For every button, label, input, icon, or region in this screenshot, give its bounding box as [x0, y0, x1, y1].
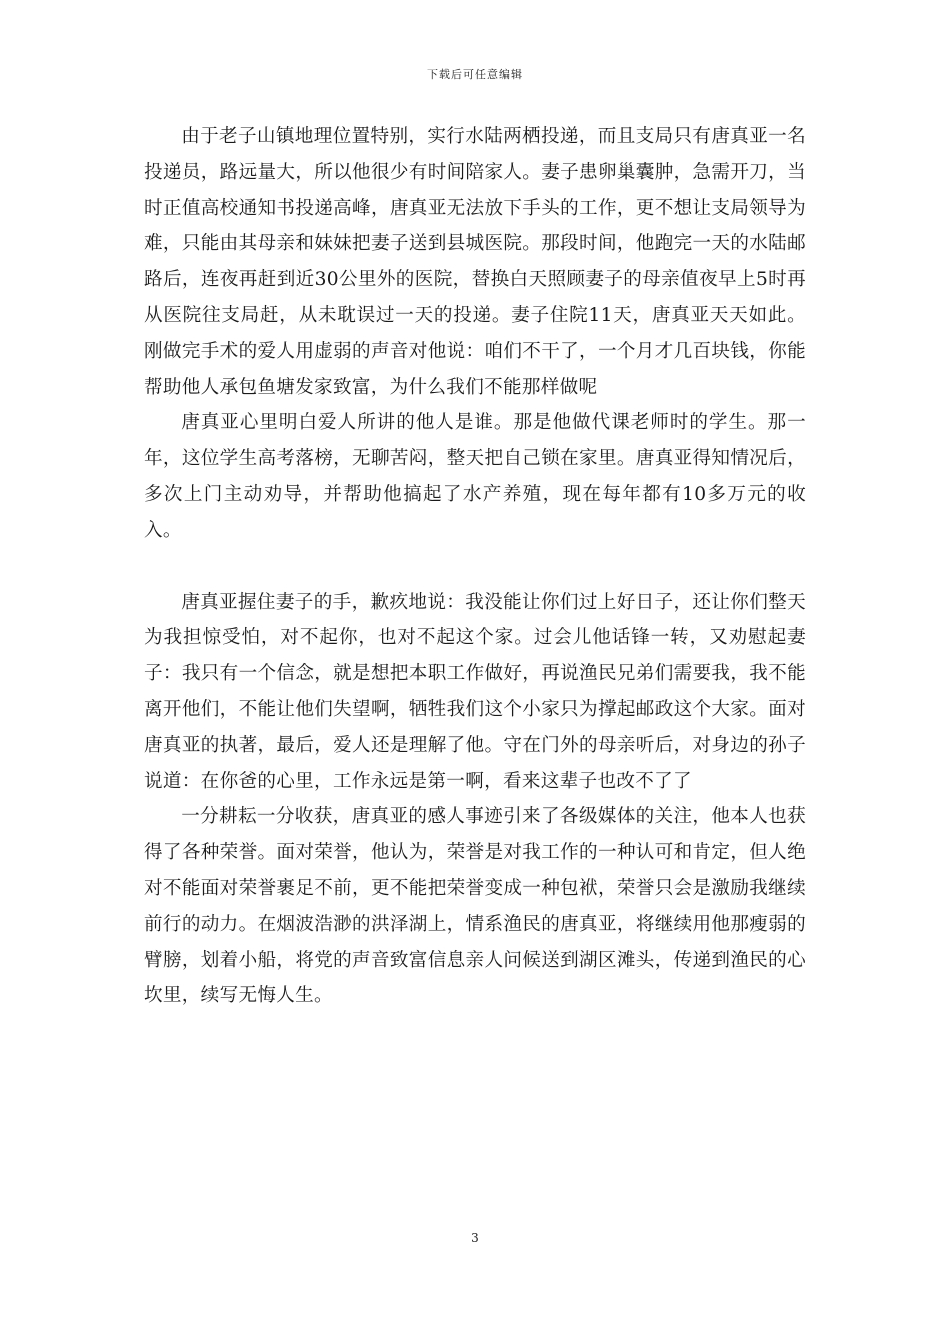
paragraph-1: 由于老子山镇地理位置特别，实行水陆两栖投递，而且支局只有唐真亚一名投递员，路远量大，所以他很少有时间陪家人。妻子患卵巢囊肿，急需开刀，当时正值高校通知书投递高峰，唐真亚无法放下手头的工作，更不想让支局领导为难，只能由其母亲和妹妹把妻子送到县城医院。那段时间，他跑完一天的水陆邮路后，连夜再赶到近30公里外的医院，替换白天照顾妻子的母亲值夜早上5时再从医院往支局赶，从未耽误过一天的投递。妻子住院11天，唐真亚天天如此。刚做完手术的爱人用虚弱的声音对他说：咱们不干了，一个月才几百块钱，你能帮助他人承包鱼塘发家致富，为什么我们不能那样做呢: [144, 126, 806, 398]
paragraph-4: 一分耕耘一分收获，唐真亚的感人事迹引来了各级媒体的关注，他本人也获得了各种荣誉。面对荣誉，他认为，荣誉是对我工作的一种认可和肯定，但人绝对不能面对荣誉裹足不前，更不能把荣誉变成一种包袱，荣誉只会是激励我继续前行的动力。在烟波浩渺的洪泽湖上，情系渔民的唐真亚，将继续用他那瘦弱的臂膀，划着小船，将党的声音致富信息亲人问候送到湖区滩头，传递到渔民的心坎里，续写无悔人生。: [144, 806, 806, 1007]
page-header: 下载后可任意编辑: [427, 68, 523, 81]
paragraph-3: 唐真亚握住妻子的手，歉疚地说：我没能让你们过上好日子，还让你们整天为我担惊受怕，对不起你，也对不起这个家。过会儿他话锋一转，又劝慰起妻子：我只有一个信念，就是想把本职工作做好，再说渔民兄弟们需要我，我不能离开他们，不能让他们失望啊，牺牲我们这个小家只为撑起邮政这个大家。面对唐真亚的执著，最后，爱人还是理解了他。守在门外的母亲听后，对身边的孙子说道：在你爸的心里，工作永远是第一啊，看来这辈子也改不了了: [144, 591, 806, 792]
page-number: 3: [471, 1231, 479, 1245]
paragraph-spacer: [144, 549, 806, 585]
document-body: [144, 119, 806, 1014]
paragraph-2: 唐真亚心里明白爱人所讲的他人是谁。那是他做代课老师时的学生。那一年，这位学生高考落榜，无聊苦闷，整天把自己锁在家里。唐真亚得知情况后，多次上门主动劝导，并帮助他搞起了水产养殖，现在每年都有10多万元的收入。: [144, 412, 806, 541]
